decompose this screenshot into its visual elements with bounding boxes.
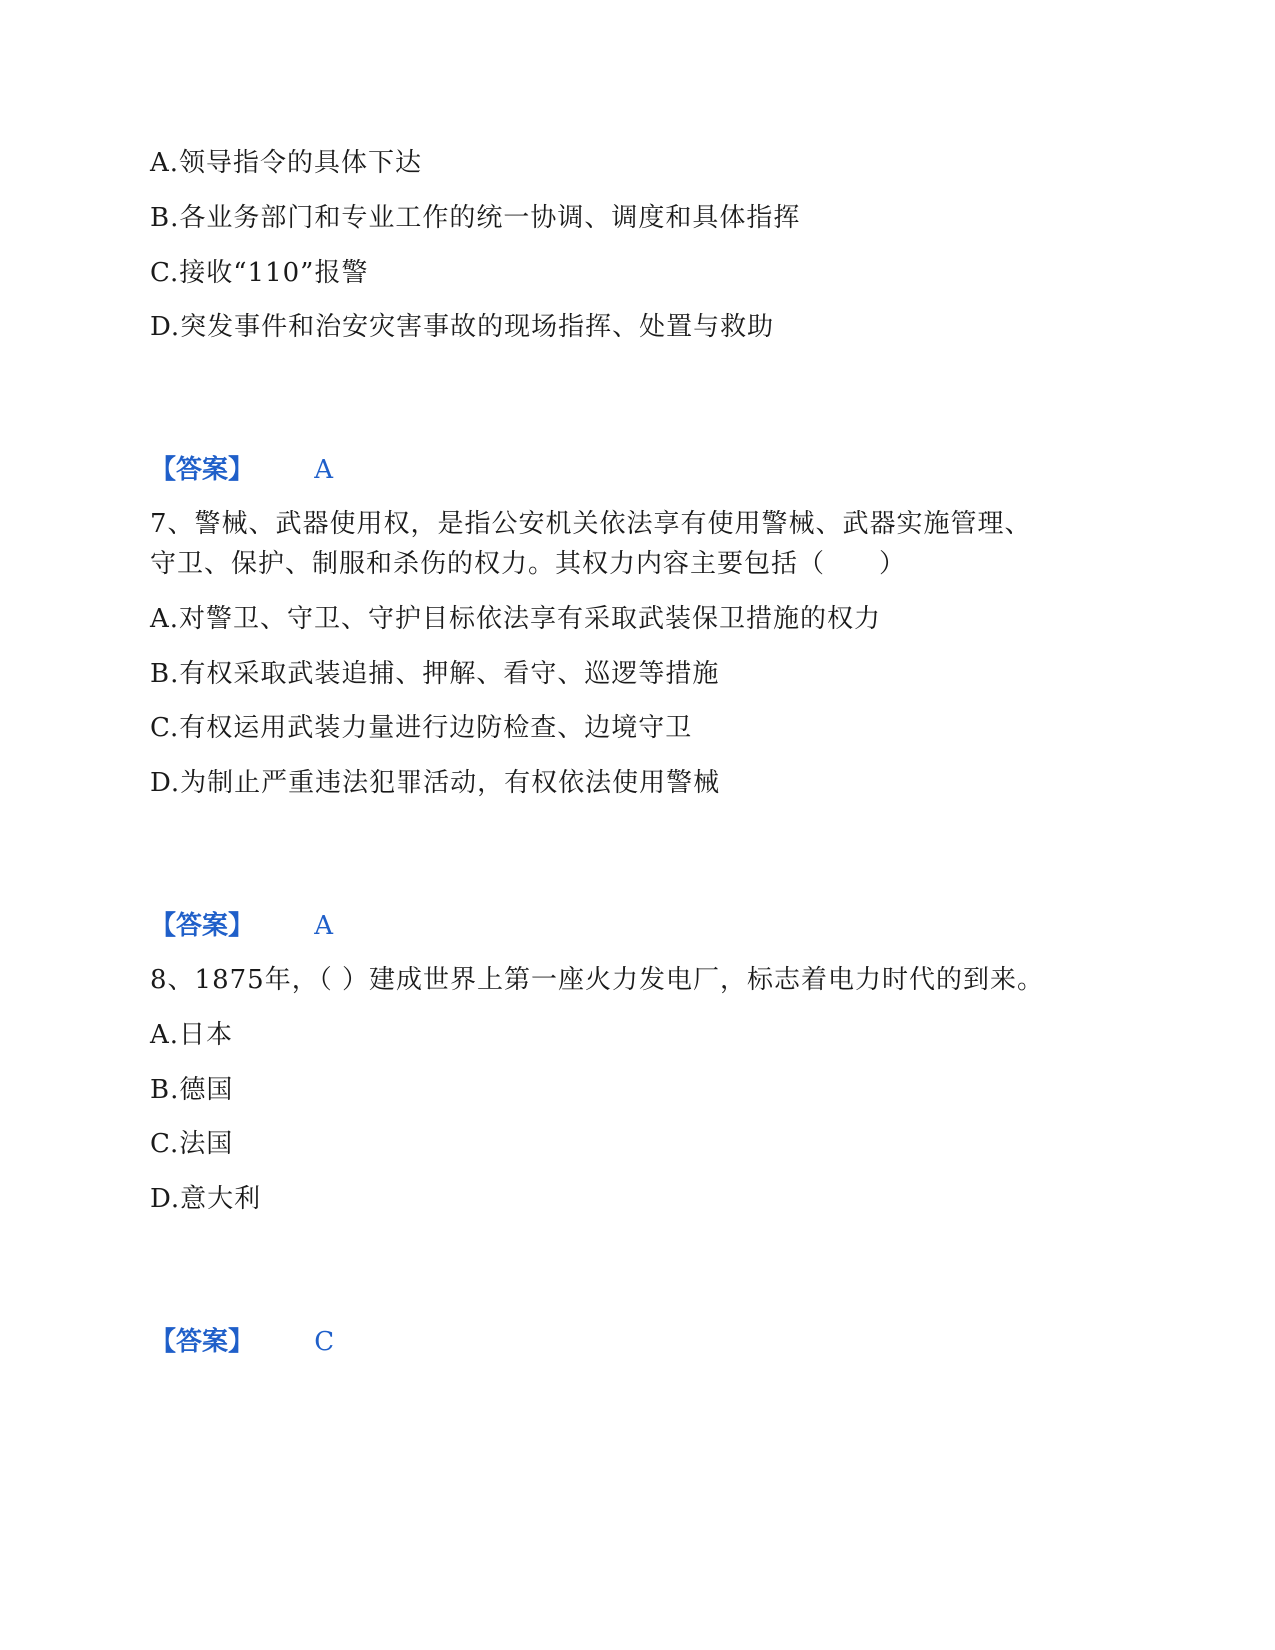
q6-answer-value: A bbox=[314, 455, 334, 485]
q7-option-a: A.对警卫、守卫、守护目标依法享有采取武装保卫措施的权力 bbox=[150, 604, 882, 634]
q6-option-a: A.领导指令的具体下达 bbox=[150, 148, 423, 178]
q8-answer-label: 【答案】 bbox=[150, 1327, 255, 1357]
q7-answer bbox=[150, 909, 333, 943]
q6-option-c: C.接收“110”报警 bbox=[150, 258, 369, 288]
q8-option-d: D.意大利 bbox=[150, 1184, 262, 1214]
q7-option-b: B.有权采取武装追捕、押解、看守、巡逻等措施 bbox=[150, 659, 720, 689]
q7-stem-line-2: 守卫、保护、制服和杀伤的权力。其权力内容主要包括（ ） bbox=[150, 549, 907, 579]
q6-option-d: D.突发事件和治安灾害事故的现场指挥、处置与救助 bbox=[150, 312, 775, 342]
q7-answer-value: A bbox=[314, 911, 334, 941]
q7-answer-label: 【答案】 bbox=[150, 911, 255, 941]
q8-answer-value: C bbox=[314, 1327, 335, 1357]
q7-option-c: C.有权运用武装力量进行边防检查、边境守卫 bbox=[150, 713, 693, 743]
q6-answer bbox=[150, 453, 333, 487]
q8-option-a: A.日本 bbox=[150, 1020, 234, 1050]
q8-option-b: B.德国 bbox=[150, 1075, 234, 1105]
q7-option-d: D.为制止严重违法犯罪活动，有权依法使用警械 bbox=[150, 768, 721, 798]
q8-option-c: C.法国 bbox=[150, 1129, 234, 1159]
q7-stem-line-1: 7、警械、武器使用权，是指公安机关依法享有使用警械、武器实施管理、 bbox=[150, 509, 1032, 539]
q6-answer-label: 【答案】 bbox=[150, 455, 255, 485]
q6-option-b: B.各业务部门和专业工作的统一协调、调度和具体指挥 bbox=[150, 203, 801, 233]
q8-stem-line-1: 8、1875年，（ ）建成世界上第一座火力发电厂，标志着电力时代的到来。 bbox=[150, 965, 1044, 995]
q8-answer bbox=[150, 1325, 334, 1359]
